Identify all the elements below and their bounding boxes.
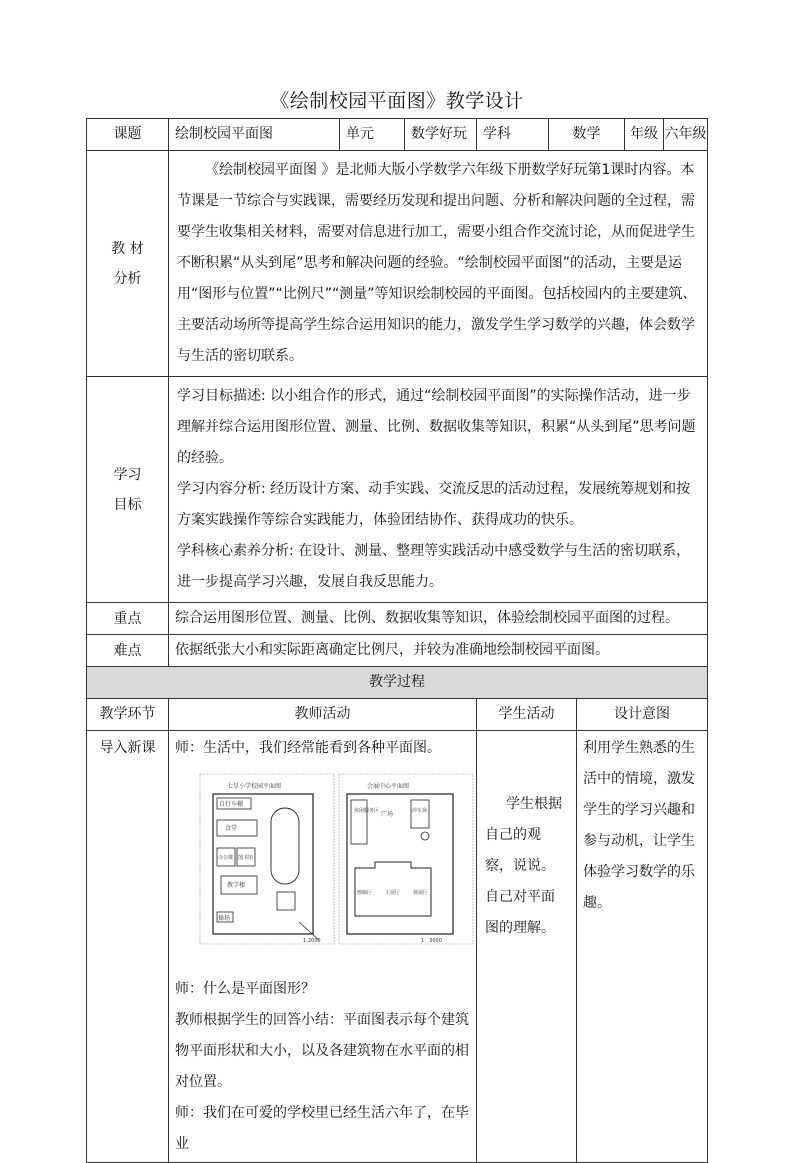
process-header: 教学过程 bbox=[87, 667, 708, 699]
left-canteen: 食堂 bbox=[225, 825, 238, 832]
material-row bbox=[87, 151, 708, 377]
header-row bbox=[87, 119, 708, 151]
topic-value: 绘制校园平面图 bbox=[169, 119, 340, 151]
right-square: 广场 bbox=[381, 811, 394, 818]
grade-value: 六年级 bbox=[664, 126, 707, 142]
lesson-plan-table bbox=[86, 118, 708, 1163]
goals-label-line1: 学习 bbox=[113, 466, 142, 483]
left-scale: 1:2000 bbox=[303, 938, 321, 944]
teacher-line-1: 师：生活中，我们经常能看到各种平面图。 bbox=[175, 740, 441, 756]
left-teaching: 教学楼 bbox=[227, 882, 246, 889]
document-title: 《绘制校园平面图》教学设计 bbox=[270, 90, 524, 112]
right-rest-area: 休闲服务区 bbox=[354, 808, 380, 814]
material-label-line2: 分析 bbox=[113, 270, 142, 287]
right-hall-left: 画廊厅 bbox=[357, 890, 373, 896]
goal-description: 学习目标描述: 以小组合作的形式，通过“绘制校园平面图”的实际操作活动，进一步理解并综合运用图形位置、测量、比例、数据收集等知识，积累“从头到尾”思考问题的经验。 bbox=[177, 388, 696, 466]
process-header-row bbox=[87, 667, 708, 699]
student-activity: 学生根据自己的观察，说说。自己对平面图的理解。 bbox=[477, 731, 577, 1163]
left-gate: 自行车棚 bbox=[219, 801, 244, 808]
right-hall-right: 休展厅 bbox=[413, 890, 429, 896]
goals-label bbox=[87, 377, 169, 603]
plan-figure bbox=[199, 772, 475, 952]
col-step: 教学环节 bbox=[87, 699, 169, 731]
col-student: 学生活动 bbox=[477, 699, 577, 731]
grade-cell bbox=[625, 119, 708, 151]
right-plan-title: 会展中心平面图 bbox=[367, 783, 410, 790]
material-label bbox=[87, 151, 169, 377]
teacher-line-2: 师：什么是平面图形？ bbox=[175, 981, 315, 997]
key-point-label: 重点 bbox=[87, 603, 169, 635]
subject-label: 学科 bbox=[477, 119, 549, 151]
topic-label: 课题 bbox=[87, 119, 169, 151]
unit-value: 数学好玩 bbox=[405, 119, 477, 151]
subject-value: 数学 bbox=[549, 119, 625, 151]
difficulty-label: 难点 bbox=[87, 635, 169, 667]
right-scale: 1：3000 bbox=[421, 938, 442, 944]
goal-content-analysis: 学习内容分析: 经历设计方案、动手实践、交流反思的活动过程，发展统筹规划和按方案实践操作等综合实践能力，体验团结协作、获得成功的快乐。 bbox=[177, 481, 691, 528]
left-office: 办公楼 bbox=[218, 855, 234, 861]
teacher-line-3: 教师根据学生的回答小结：平面图表示每个建筑物平面形状和大小，以及各建筑物在水平面的相对位置。 bbox=[175, 1012, 469, 1090]
difficulty-text: 依据纸张大小和实际距离确定比例尺，并较为准确地绘制校园平面图。 bbox=[169, 635, 708, 667]
process-columns-row bbox=[87, 699, 708, 731]
design-intent: 利用学生熟悉的生活中的情境，激发学生的学习兴趣和参与动机，让学生体验学习数学的乐趣。 bbox=[577, 731, 708, 1163]
col-teacher: 教师活动 bbox=[169, 699, 477, 731]
goals-text bbox=[169, 377, 708, 603]
right-hall-main: 主展厅 bbox=[385, 890, 401, 896]
grade-label: 年级 bbox=[625, 119, 664, 150]
material-label-line1: 教 材 bbox=[111, 240, 144, 257]
left-playground: 操场 bbox=[218, 915, 231, 922]
col-intent: 设计意图 bbox=[577, 699, 708, 731]
unit-label: 单元 bbox=[340, 119, 405, 151]
intro-row bbox=[87, 731, 708, 1163]
material-text: 《绘制校园平面图 》是北师大版小学数学六年级下册数学好玩第1课时内容。本节课是一节综合与实践课，需要经历发现和提出问题、分析和解决问题的全过程，需要学生收集相关材料，需要对信息进行加工，需要小组合作交流讨论，从而促进学生不断积累“从头到尾”思考和解决问题的经验。“绘制校园平面图”的活动，主要是运用“图形与位置”“比例尺”“测量”等知识绘制校园的平面图。包括校园内的主要建筑、主要活动场所等提高学生综合运用知识的能力，激发学生学习数学的兴趣，体会数学与生活的密切联系。 bbox=[169, 151, 708, 377]
left-library: 图书馆 bbox=[238, 855, 254, 861]
right-parking: 停车场 bbox=[412, 808, 428, 814]
goals-row bbox=[87, 377, 708, 603]
difficulty-row bbox=[87, 635, 708, 667]
teacher-line-4: 师：我们在可爱的学校里已经生活六年了，在毕业 bbox=[175, 1105, 469, 1152]
teacher-activity bbox=[169, 731, 477, 1163]
left-plan-title: 七星小学校园平面图 bbox=[227, 783, 282, 790]
key-point-text: 综合运用图形位置、测量、比例、数据收集等知识，体验绘制校园平面图的过程。 bbox=[169, 603, 708, 635]
step-intro: 导入新课 bbox=[87, 731, 169, 1163]
goals-label-line2: 目标 bbox=[113, 496, 142, 513]
key-point-row bbox=[87, 603, 708, 635]
goal-core-literacy: 学科核心素养分析: 在设计、测量、整理等实践活动中感受数学与生活的密切联系，进一步提高学习兴趣，发展自我反思能力。 bbox=[177, 543, 691, 590]
